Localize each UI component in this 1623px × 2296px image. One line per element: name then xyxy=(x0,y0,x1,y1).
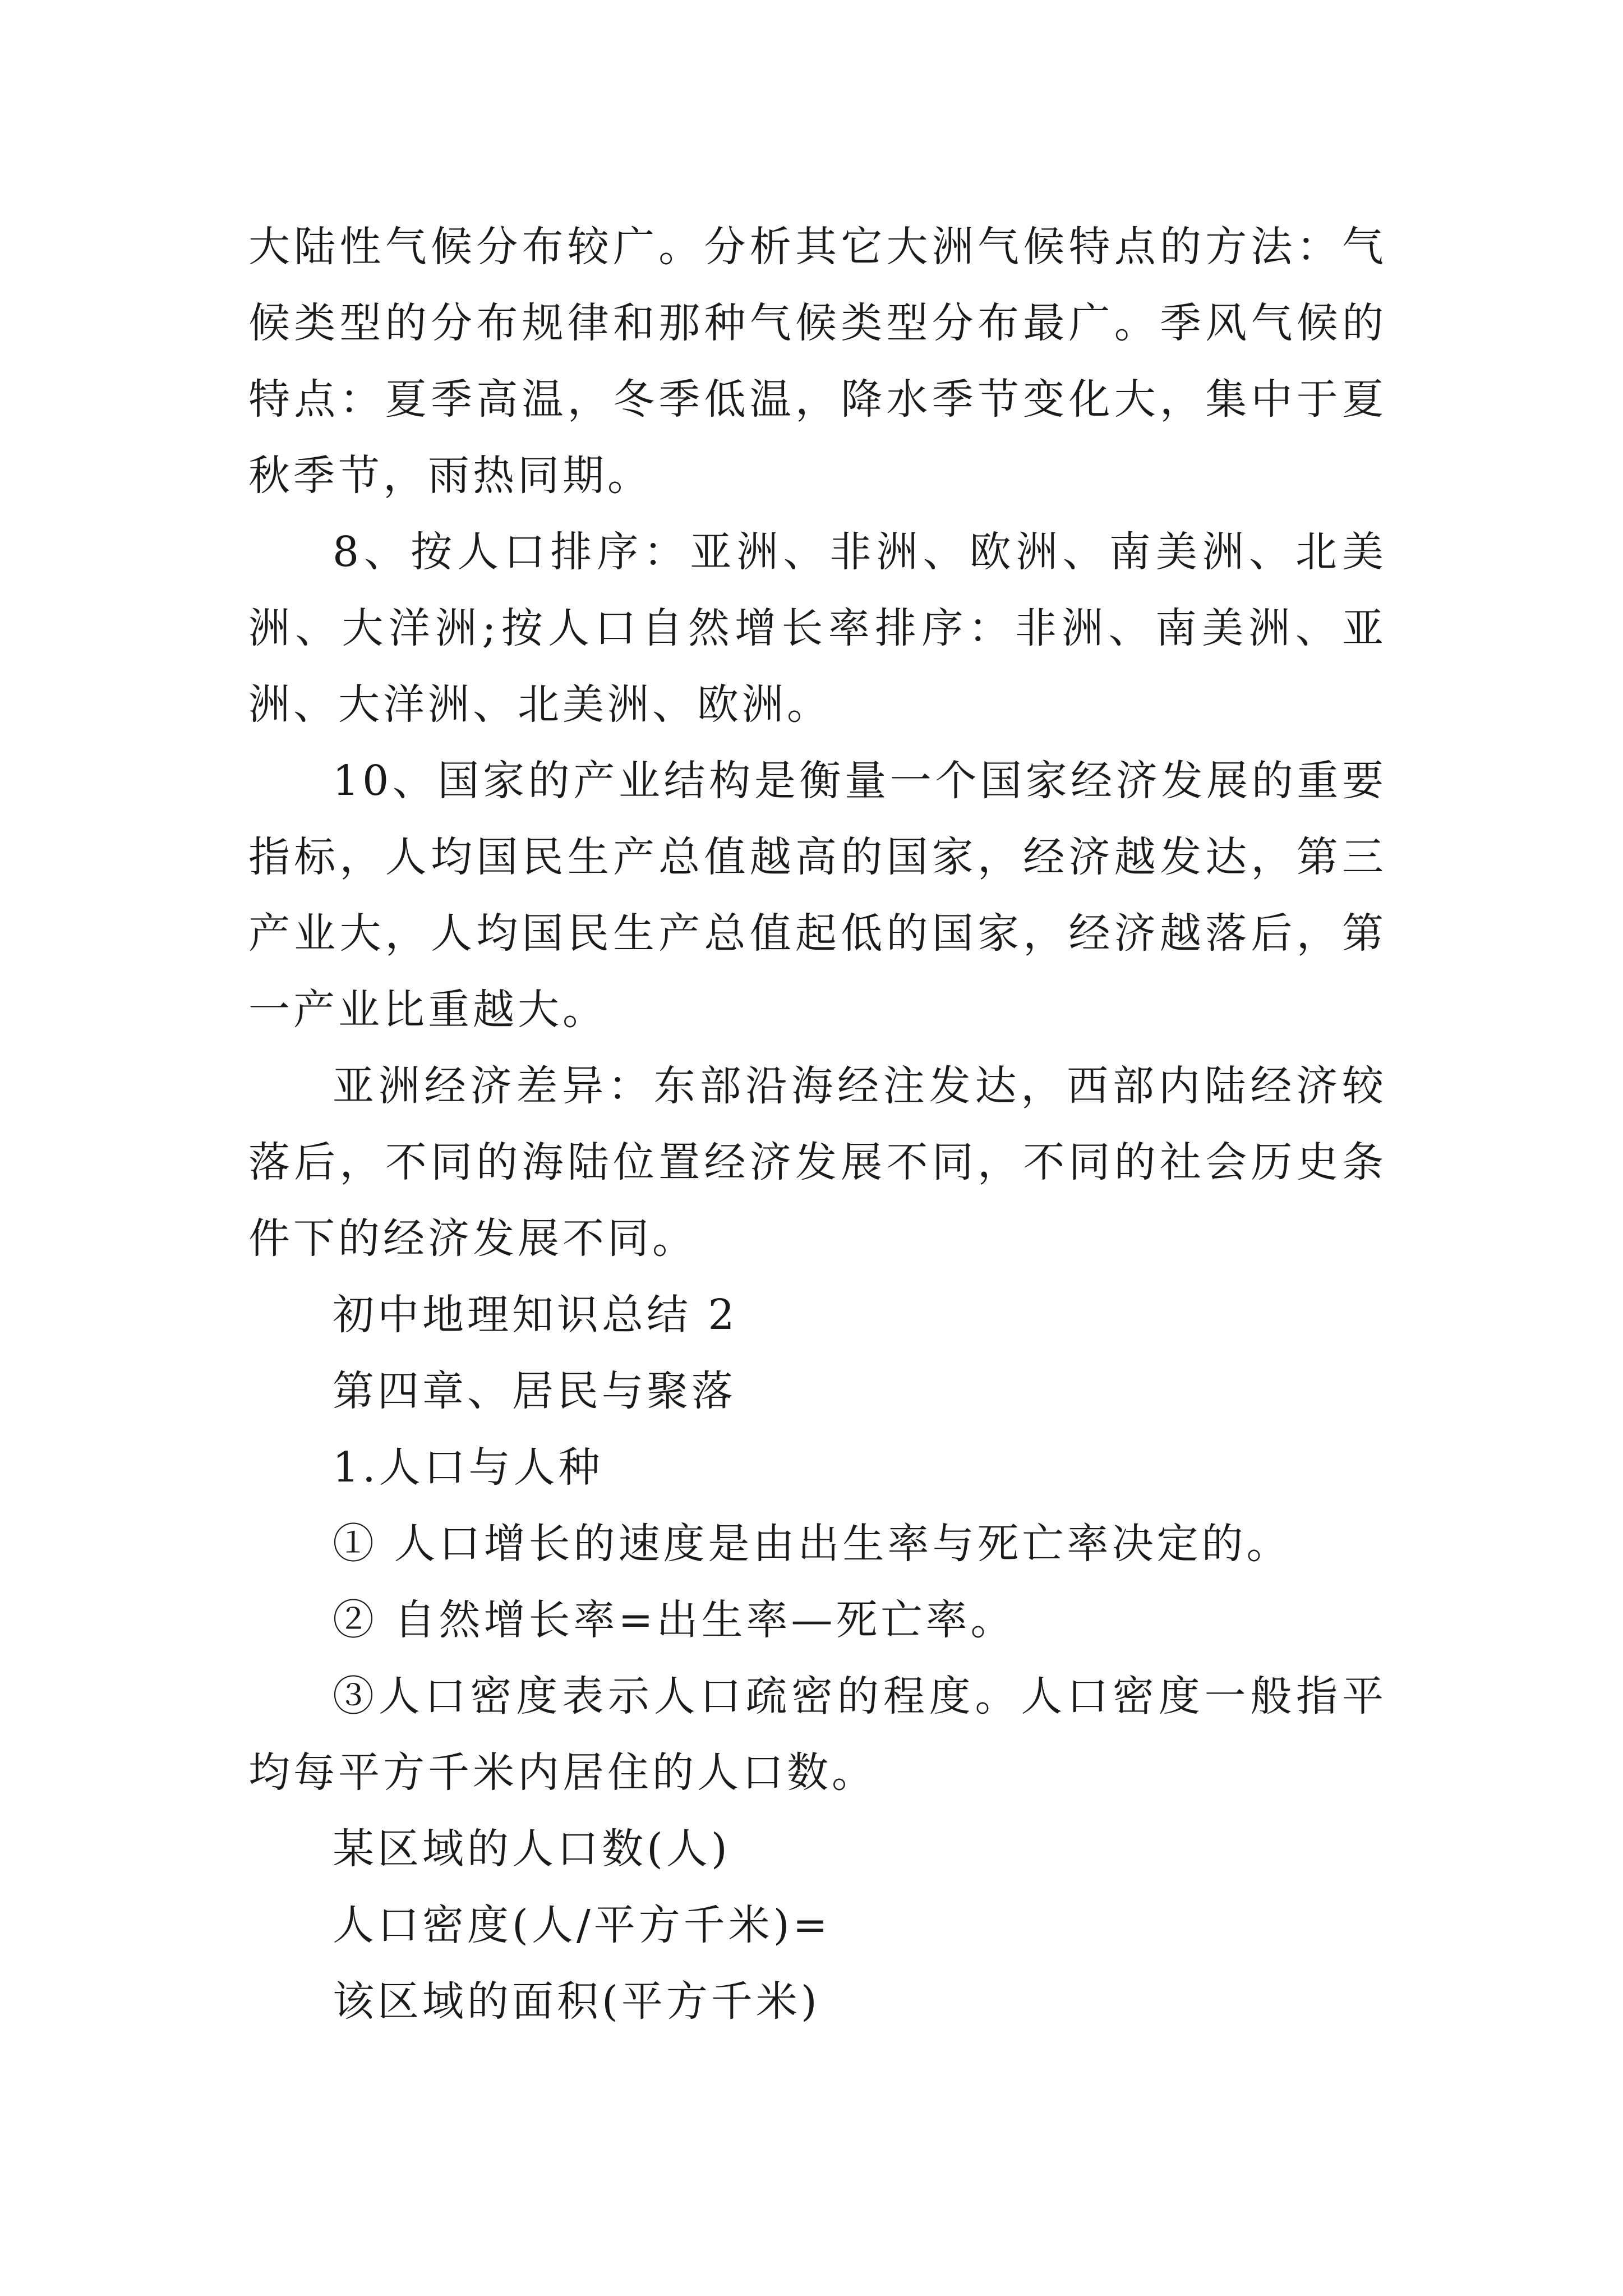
paragraph-asia-economy: 亚洲经济差异：东部沿海经注发达，西部内陆经济较落后，不同的海陆位置经济发展不同，不同的社会历史条件下的经济发展不同。 xyxy=(248,1062,1387,1263)
formula-numerator: 某区域的人口数(人) xyxy=(333,1825,731,1873)
paragraph-industry-structure: 10、国家的产业结构是衡量一个国家经济发展的重要指标，人均国民生产总值越高的国家，经济越发达，第三产业大，人均国民生产总值起低的国家，经济越落后，第一产业比重越大。 xyxy=(248,757,1387,1034)
document-body xyxy=(248,209,1387,2040)
list-item: ② 自然增长率=出生率—死亡率。 xyxy=(333,1596,1016,1644)
chapter-title: 第四章、居民与聚落 xyxy=(333,1367,736,1415)
formula-denominator: 该区域的面积(平方千米) xyxy=(333,1977,820,2026)
formula-lhs: 人口密度(人/平方千米)= xyxy=(333,1901,831,1949)
paragraph-climate: 大陆性气候分布较广。分析其它大洲气候特点的方法：气候类型的分布规律和那种气候类型分布最广。季风气候的特点：夏季高温，冬季低温，降水季节变化大，集中于夏秋季节，雨热同期。 xyxy=(248,223,1387,500)
list-item: ① 人口增长的速度是由出生率与死亡率决定的。 xyxy=(333,1520,1292,1568)
subsection-title: 1.人口与人种 xyxy=(333,1443,603,1492)
section-title: 初中地理知识总结 2 xyxy=(333,1291,738,1339)
paragraph-population-density: ③人口密度表示人口疏密的程度。人口密度一般指平均每平方千米内居住的人口数。 xyxy=(248,1672,1387,1797)
paragraph-population-ranking: 8、按人口排序：亚洲、非洲、欧洲、南美洲、北美洲、大洋洲;按人口自然增长率排序：非洲、南美洲、亚洲、大洋洲、北美洲、欧洲。 xyxy=(248,528,1387,729)
